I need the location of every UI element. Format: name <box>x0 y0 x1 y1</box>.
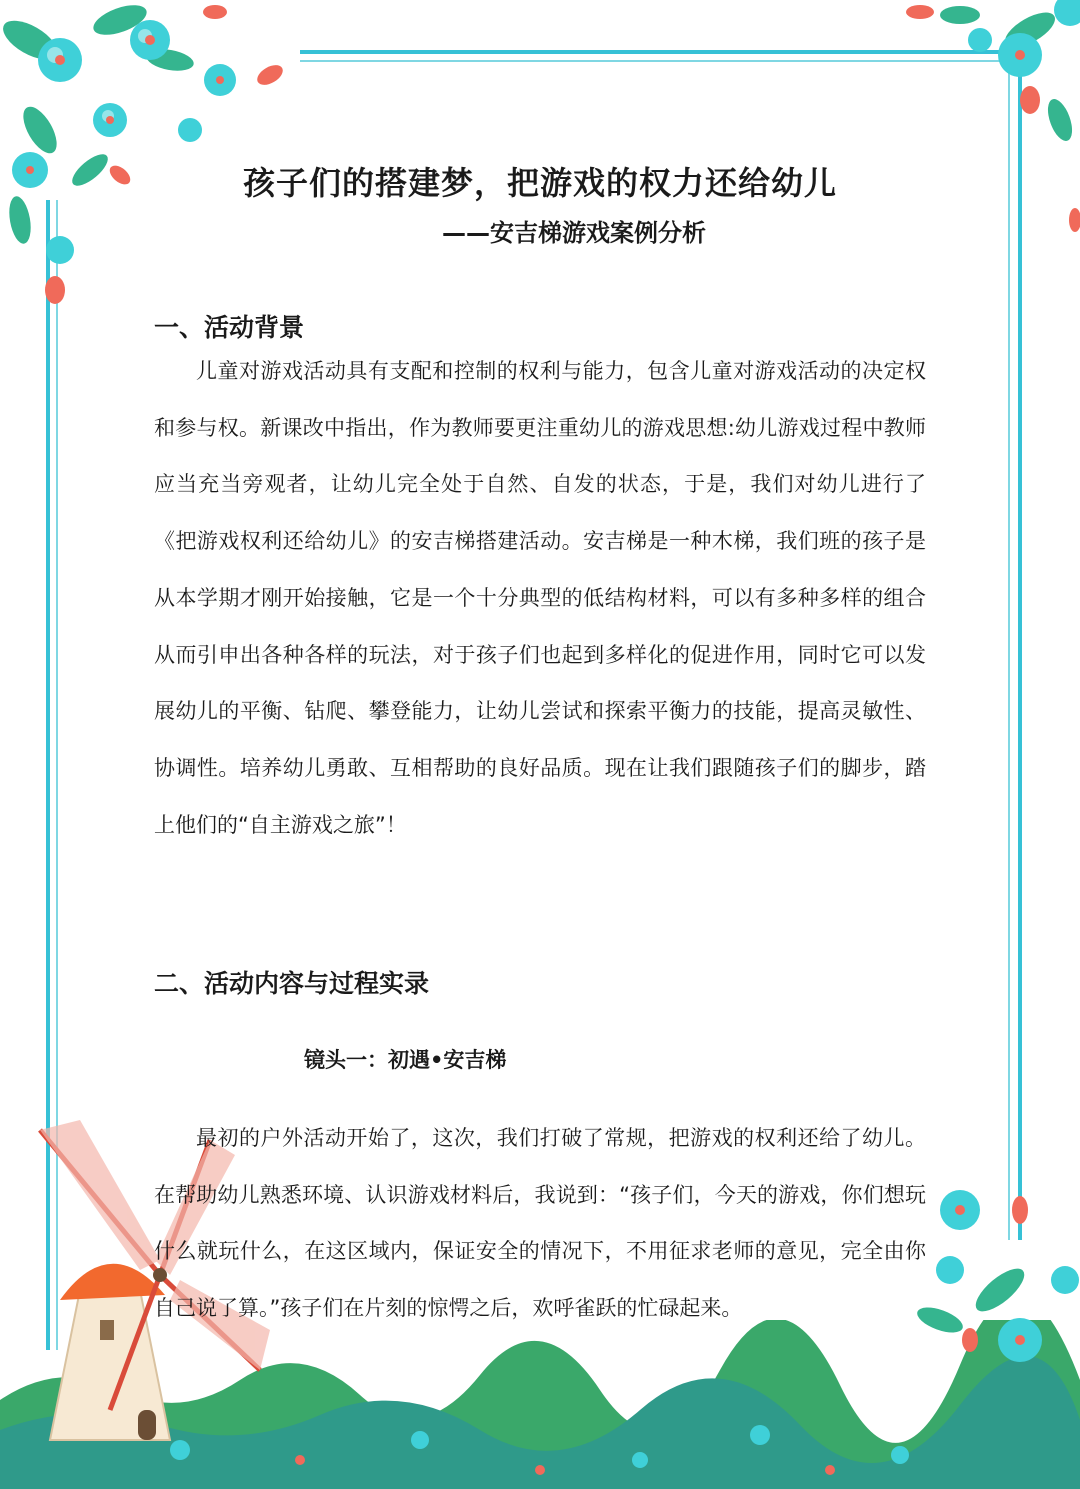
page-title: 孩子们的搭建梦，把游戏的权力还给幼儿 <box>242 164 837 202</box>
section-heading: 一、活动背景 <box>154 313 305 342</box>
section-paragraph: 最初的户外活动开始了，这次，我们打破了常规，把游戏的权利还给了幼儿。在帮助幼儿熟悉环境、认识游戏材料后，我说到：“孩子们，今天的游戏，你们想玩什么就玩什么，在这区域内，保证安全的情况下，不用征求老师的意见，完全由你自己说了算。”孩子们在片刻的惊愕之后，欢呼雀跃的忙碌起来。 <box>154 1126 926 1321</box>
page-subtitle: ——安吉梯游戏案例分析 <box>442 219 706 247</box>
scene-title: 镜头一：初遇•安吉梯 <box>304 1048 507 1072</box>
flower-icon <box>830 0 1080 240</box>
section-paragraph: 儿童对游戏活动具有支配和控制的权利与能力，包含儿童对游戏活动的决定权和参与权。新课改中指出，作为教师要更注重幼儿的游戏思想:幼儿游戏过程中教师应当充当旁观者，让幼儿完全处于自然、自发的状态，于是，我们对幼儿进行了《把游戏权利还给幼儿》的安吉梯搭建活动。安吉梯是一种木梯，我们班的孩子是从本学期才刚开始接触，它是一个十分典型的低结构材料，可以有多种多样的组合从而引申出各种各样的玩法，对于孩子们也起到多样化的促进作用，同时它可以发展幼儿的平衡、钻爬、攀登能力，让幼儿尝试和探索平衡力的技能，提高灵敏性、协调性。培养幼儿勇敢、互相帮助的良好品质。现在让我们跟随孩子们的脚步，踏上他们的“自主游戏之旅”！ <box>154 359 926 837</box>
flower-icon <box>0 0 300 310</box>
section-heading: 二、活动内容与过程实录 <box>154 969 430 998</box>
